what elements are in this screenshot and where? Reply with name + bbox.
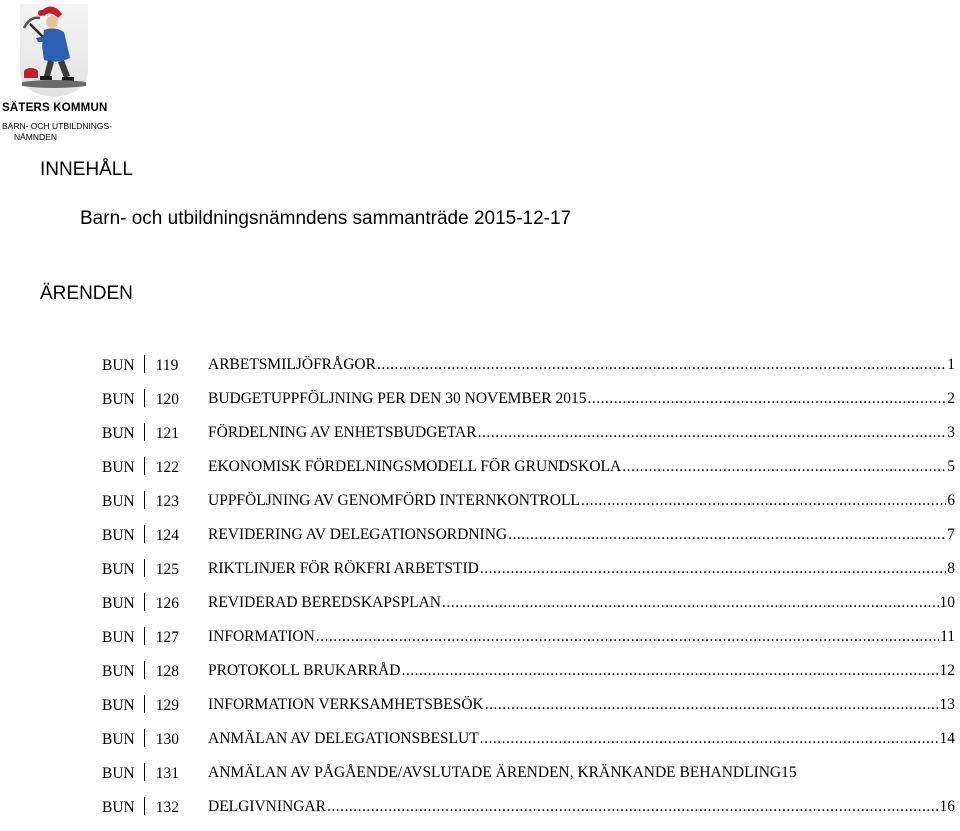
toc-number: 127 [155, 629, 179, 646]
toc-page-number[interactable]: 3 [947, 424, 955, 441]
toc-title[interactable]: INFORMATION VERKSAMHETSBESÖK [208, 696, 484, 713]
toc-entry[interactable] [208, 559, 955, 579]
section-sign-icon [139, 763, 151, 781]
toc-number: 121 [155, 425, 179, 442]
toc-entry[interactable] [208, 729, 955, 749]
toc-reference [102, 729, 179, 750]
section-sign-icon [139, 525, 151, 543]
toc-page-number[interactable]: 15 [781, 764, 797, 781]
toc-row[interactable] [102, 729, 955, 763]
toc-reference [102, 661, 179, 682]
toc-row[interactable] [102, 423, 955, 457]
toc-number: 132 [155, 799, 179, 816]
toc-title[interactable]: REVIDERING AV DELEGATIONSORDNING [208, 526, 508, 543]
toc-number: 128 [155, 663, 179, 680]
toc-title[interactable]: RIKTLINJER FÖR RÖKFRI ARBETSTID [208, 560, 479, 577]
toc-page-number[interactable]: 8 [947, 560, 955, 577]
meeting-title: Barn- och utbildningsnämndens sammanträde 2015-12-17 [80, 208, 572, 229]
toc-entry[interactable] [208, 593, 955, 613]
toc-row[interactable] [102, 661, 955, 695]
contents-heading: INNEHÅLL [40, 159, 133, 180]
toc-row[interactable] [102, 389, 955, 423]
toc-prefix: BUN [102, 799, 135, 816]
toc-entry[interactable] [208, 491, 955, 511]
toc-number: 123 [155, 493, 179, 510]
toc-prefix: BUN [102, 697, 135, 714]
toc-page-number[interactable]: 2 [947, 390, 955, 407]
section-sign-icon [139, 389, 151, 407]
toc-prefix: BUN [102, 765, 135, 782]
toc-number: 122 [155, 459, 179, 476]
toc-title[interactable]: FÖRDELNING AV ENHETSBUDGETAR [208, 424, 477, 441]
toc-entry[interactable] [208, 525, 955, 545]
toc-row[interactable] [102, 763, 955, 797]
toc-leader-dots [485, 695, 939, 715]
section-sign-icon [139, 729, 151, 747]
municipality-logo [0, 0, 112, 145]
toc-reference [102, 457, 179, 478]
toc-prefix: BUN [102, 629, 135, 646]
toc-number: 130 [155, 731, 179, 748]
toc-reference [102, 763, 179, 784]
section-sign-icon [139, 355, 151, 373]
toc-prefix: BUN [102, 595, 135, 612]
toc-leader-dots [587, 389, 946, 409]
toc-title[interactable]: PROTOKOLL BRUKARRÅD [208, 662, 401, 679]
toc-number: 126 [155, 595, 179, 612]
toc-reference [102, 355, 178, 376]
toc-prefix: BUN [102, 561, 135, 578]
toc-page-number[interactable]: 16 [939, 798, 955, 815]
toc-title[interactable]: ANMÄLAN AV PÅGÅENDE/AVSLUTADE ÄRENDEN, KRÄNKANDE BEHANDLING [208, 764, 782, 781]
toc-prefix: BUN [102, 493, 135, 510]
section-sign-icon [139, 559, 151, 577]
toc-row[interactable] [102, 797, 955, 831]
toc-leader-dots [442, 593, 939, 613]
toc-number: 124 [155, 527, 179, 544]
toc-entry[interactable] [208, 763, 955, 783]
toc-page-number[interactable]: 5 [947, 458, 955, 475]
toc-entry[interactable] [208, 389, 955, 409]
toc-title[interactable]: UPPFÖLJNING AV GENOMFÖRD INTERNKONTROLL [208, 492, 580, 509]
toc-title[interactable]: REVIDERAD BEREDSKAPSPLAN [208, 594, 441, 611]
toc-prefix: BUN [102, 357, 135, 374]
toc-number: 120 [155, 391, 179, 408]
toc-leader-dots [316, 627, 939, 647]
section-sign-icon [139, 593, 151, 611]
organization-name: SÄTERS KOMMUN [2, 102, 108, 114]
miner-emblem-icon [18, 2, 90, 98]
toc-leader-dots [377, 355, 946, 375]
toc-row[interactable] [102, 355, 955, 389]
section-sign-icon [139, 797, 151, 815]
toc-prefix: BUN [102, 459, 135, 476]
toc-reference [102, 389, 179, 410]
section-sign-icon [139, 695, 151, 713]
toc-leader-dots [480, 559, 946, 579]
toc-leader-dots [401, 661, 938, 681]
section-sign-icon [139, 661, 151, 679]
toc-title[interactable]: DELGIVNINGAR [208, 798, 326, 815]
toc-page-number[interactable]: 7 [947, 526, 955, 543]
toc-title[interactable]: ARBETSMILJÖFRÅGOR [208, 356, 376, 373]
toc-reference [102, 593, 179, 614]
toc-leader-dots [622, 457, 946, 477]
toc-entry[interactable] [208, 423, 955, 443]
toc-reference [102, 627, 179, 648]
toc-leader-dots [327, 797, 939, 817]
toc-entry[interactable] [208, 627, 955, 647]
items-heading: ÄRENDEN [40, 283, 133, 304]
toc-reference [102, 695, 179, 716]
toc-leader-dots [581, 491, 946, 511]
toc-page-number[interactable]: 6 [947, 492, 955, 509]
toc-number: 131 [155, 765, 179, 782]
toc-entry[interactable] [208, 355, 955, 375]
toc-title[interactable]: EKONOMISK FÖRDELNINGSMODELL FÖR GRUNDSKOLA [208, 458, 622, 475]
toc-entry[interactable] [208, 695, 955, 715]
toc-leader-dots [480, 729, 939, 749]
toc-prefix: BUN [102, 527, 135, 544]
toc-reference [102, 797, 179, 818]
toc-page-number[interactable]: 13 [939, 696, 955, 713]
section-sign-icon [139, 491, 151, 509]
toc-row[interactable] [102, 457, 955, 491]
toc-row[interactable] [102, 593, 955, 627]
toc-number: 129 [155, 697, 179, 714]
table-of-contents [102, 355, 955, 831]
toc-number: 125 [155, 561, 179, 578]
section-sign-icon [139, 457, 151, 475]
toc-row[interactable] [102, 559, 955, 593]
toc-entry[interactable] [208, 797, 955, 817]
toc-page-number[interactable]: 10 [939, 594, 955, 611]
toc-page-number[interactable]: 12 [939, 662, 955, 679]
section-sign-icon [139, 423, 151, 441]
toc-page-number[interactable]: 14 [939, 730, 955, 747]
toc-prefix: BUN [102, 663, 135, 680]
toc-row[interactable] [102, 491, 955, 525]
department-name-line-1: BARN- OCH UTBILDNINGS- [2, 121, 113, 131]
toc-reference [102, 423, 179, 444]
toc-entry[interactable] [208, 457, 955, 477]
toc-reference [102, 525, 179, 546]
toc-title[interactable]: ANMÄLAN AV DELEGATIONSBESLUT [208, 730, 479, 747]
toc-leader-dots [508, 525, 946, 545]
toc-reference [102, 491, 179, 512]
toc-title[interactable]: INFORMATION [208, 628, 315, 645]
toc-page-number[interactable]: 1 [947, 356, 955, 373]
toc-number: 119 [155, 357, 179, 374]
toc-prefix: BUN [102, 391, 135, 408]
toc-leader-dots [478, 423, 947, 443]
department-name-line-2: NÄMNDEN [14, 132, 57, 142]
toc-reference [102, 559, 179, 580]
toc-page-number[interactable]: 11 [940, 628, 955, 645]
toc-prefix: BUN [102, 425, 135, 442]
toc-row[interactable] [102, 627, 955, 661]
toc-row[interactable] [102, 525, 955, 559]
toc-entry[interactable] [208, 661, 955, 681]
toc-title[interactable]: BUDGETUPPFÖLJNING PER DEN 30 NOVEMBER 2015 [208, 390, 587, 407]
toc-row[interactable] [102, 695, 955, 729]
section-sign-icon [139, 627, 151, 645]
toc-prefix: BUN [102, 731, 135, 748]
